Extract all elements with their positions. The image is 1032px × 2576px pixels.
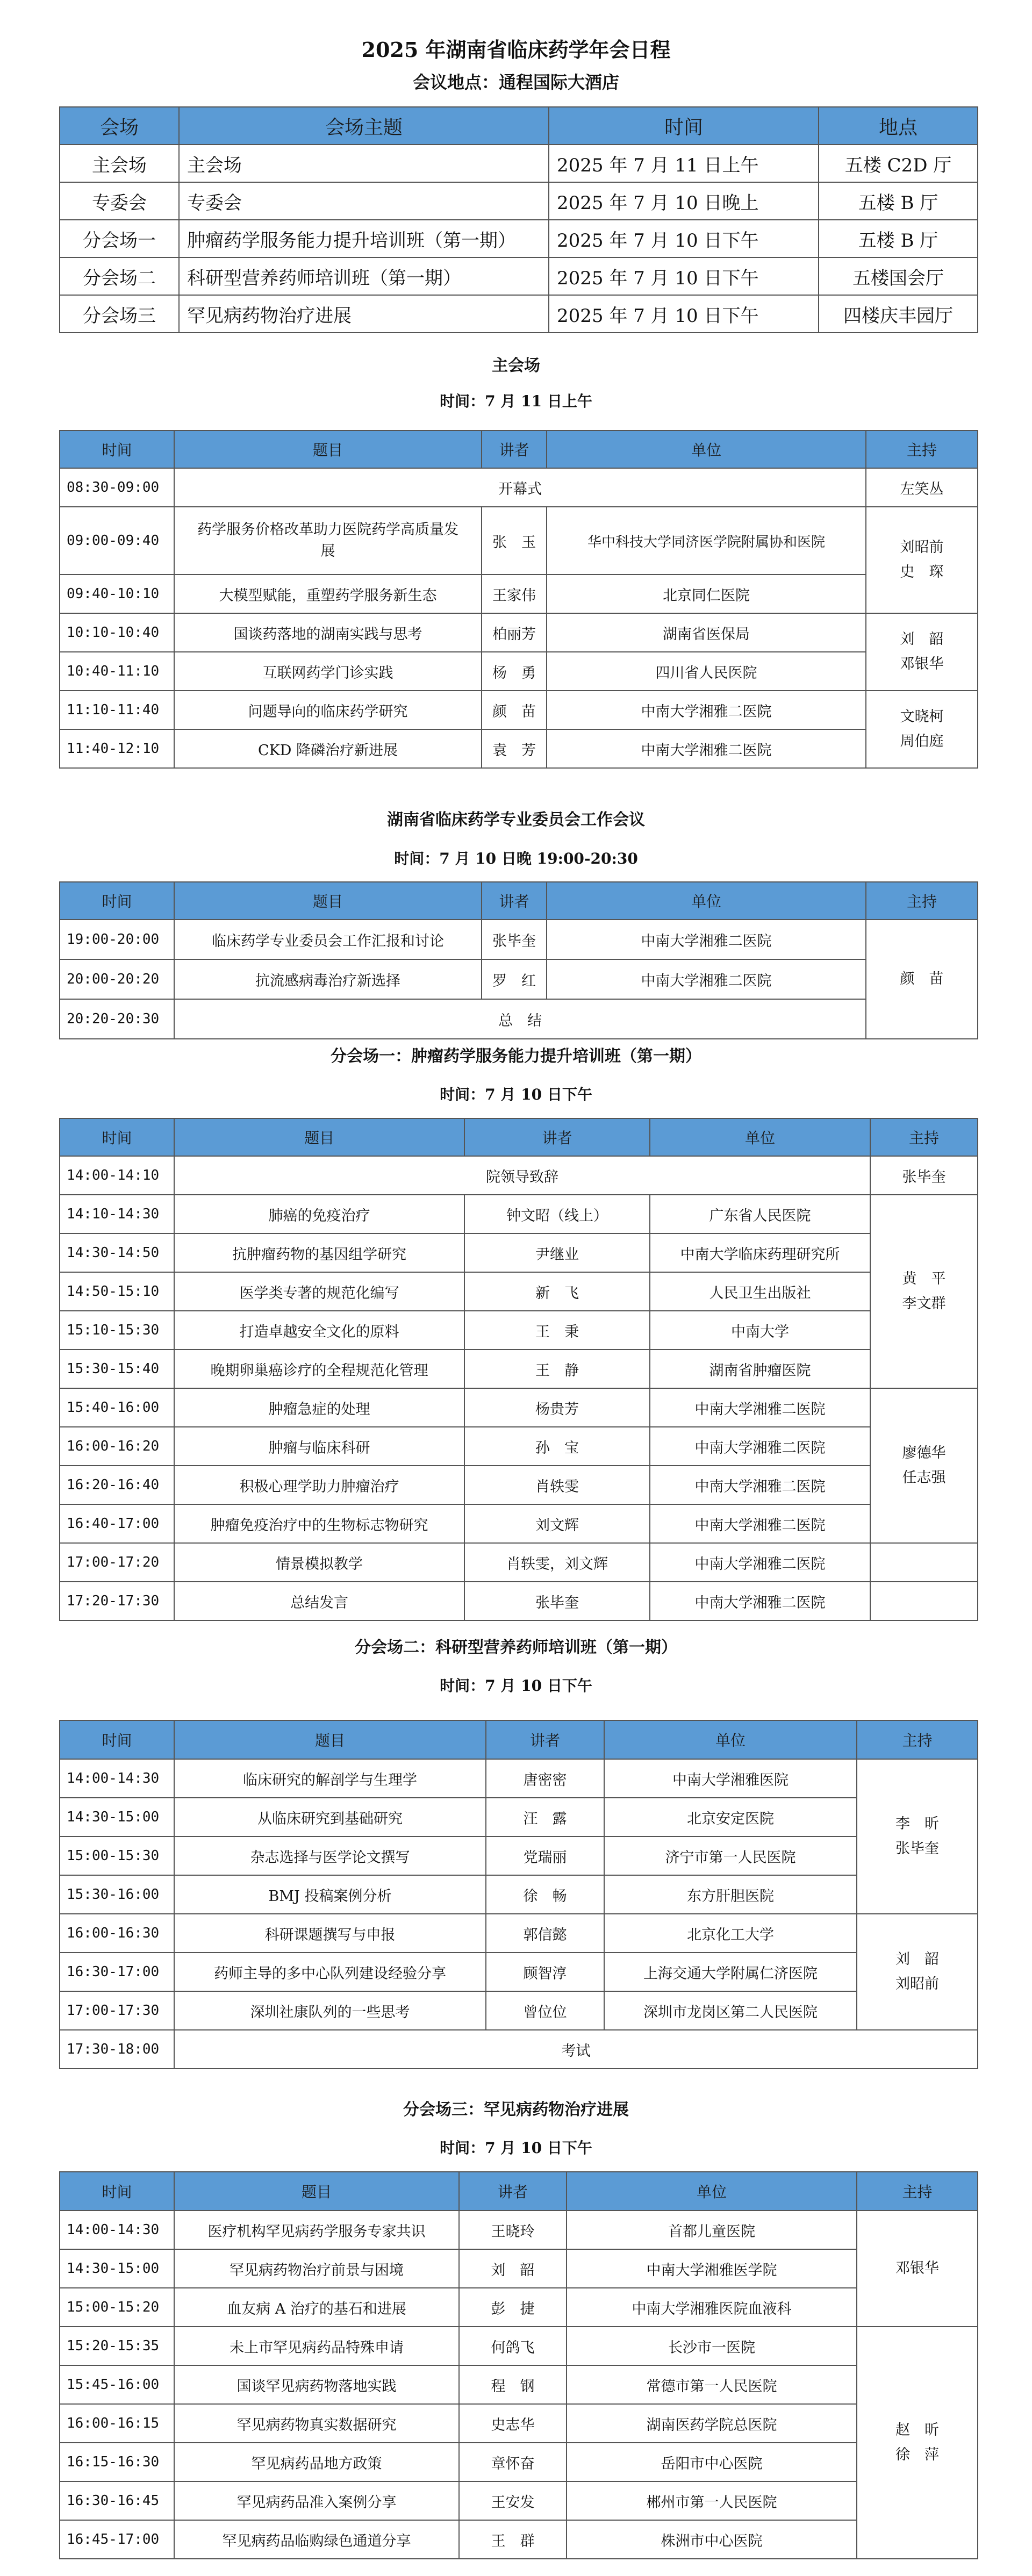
table-row: 15:45-16:00 国谈罕见病药物落地实践 程 钢 常德市第一人民医院	[60, 2365, 978, 2404]
page-title: 2025 年湖南省临床药学年会日程	[361, 38, 671, 62]
table-row: 17:30-18:00 考试	[60, 2030, 978, 2069]
col-host: 主持	[866, 430, 978, 468]
table-row: 10:10-10:40 国谈药落地的湖南实践与思考 柏丽芳 湖南省医保局 刘 韶 邓银华	[60, 613, 978, 652]
table-row: 20:20-20:30 总 结	[60, 999, 978, 1039]
table-row: 15:10-15:30 打造卓越安全文化的原料 王 秉 中南大学	[60, 1311, 978, 1350]
table-row: 16:30-17:00 药师主导的多中心队列建设经验分享 顾智淳 上海交通大学附属仁济医院	[60, 1953, 978, 1991]
session1-time: 时间：7 月 10 日下午	[440, 1086, 592, 1103]
table-row: 14:00-14:30 临床研究的解剖学与生理学 唐密密 中南大学湘雅医院 李 昕 张毕奎	[60, 1759, 978, 1798]
table-row: 分会场一 肿瘤药学服务能力提升培训班（第一期） 2025 年 7 月 10 日下午 五楼 B 厅	[60, 220, 978, 257]
table-row: 17:20-17:30 总结发言 张毕奎 中南大学湘雅二医院	[60, 1582, 978, 1620]
main-session-title: 主会场	[492, 356, 540, 375]
table-row: 14:30-14:50 抗肿瘤药物的基因组学研究 尹继业 中南大学临床药理研究所	[60, 1233, 978, 1272]
table-row: 16:40-17:00 肿瘤免疫治疗中的生物标志物研究 刘文辉 中南大学湘雅二医院	[60, 1504, 978, 1543]
overview-table	[59, 106, 978, 333]
table-row: 15:40-16:00 肿瘤急症的处理 杨贵芳 中南大学湘雅二医院 廖德华 任志强	[60, 1388, 978, 1427]
table-row: 09:00-09:40 药学服务价格改革助力医院药学高质量发展 张 玉 华中科技大学同济医学院附属协和医院 刘昭前 史 琛	[60, 507, 978, 575]
table-row: 16:20-16:40 积极心理学助力肿瘤治疗 肖轶雯 中南大学湘雅二医院	[60, 1466, 978, 1504]
session2-time: 时间：7 月 10 日下午	[440, 1677, 592, 1695]
table-row: 主会场 主会场 2025 年 7 月 11 日上午 五楼 C2D 厅	[60, 145, 978, 182]
table-row: 分会场三 罕见病药物治疗进展 2025 年 7 月 10 日下午 四楼庆丰园厅	[60, 295, 978, 333]
table-row: 08:30-09:00 开幕式 左笑丛	[60, 468, 978, 507]
table-row: 14:00-14:10 院领导致辞 张毕奎	[60, 1156, 978, 1195]
table-row: 15:00-15:20 血友病 A 治疗的基石和进展 彭 捷 中南大学湘雅医院血液科	[60, 2288, 978, 2327]
table-row: 16:00-16:15 罕见病药物真实数据研究 史志华 湖南医药学院总医院	[60, 2404, 978, 2443]
table-row: 14:00-14:30 医疗机构罕见病药学服务专家共识 王晓玲 首都儿童医院 邓银华	[60, 2211, 978, 2249]
venue-line: 会议地点：通程国际大酒店	[412, 72, 619, 92]
table-row: 16:00-16:20 肿瘤与临床科研 孙 宝 中南大学湘雅二医院	[60, 1427, 978, 1466]
table-row: 15:00-15:30 杂志选择与医学论文撰写 党瑞丽 济宁市第一人民医院	[60, 1836, 978, 1875]
table-row: 16:15-16:30 罕见病药品地方政策 章怀奋 岳阳市中心医院	[60, 2443, 978, 2481]
table-row: 15:30-15:40 晚期卵巢癌诊疗的全程规范化管理 王 静 湖南省肿瘤医院	[60, 1350, 978, 1388]
table-row: 15:30-16:00 BMJ 投稿案例分析 徐 畅 东方肝胆医院	[60, 1875, 978, 1914]
table-row: 14:30-15:00 罕见病药物治疗前景与困境 刘 韶 中南大学湘雅医学院	[60, 2249, 978, 2288]
committee-time: 时间：7 月 10 日晚 19:00-20:30	[394, 850, 638, 867]
col-topic: 题目	[174, 430, 482, 468]
overview-col-theme: 会场主题	[179, 107, 549, 145]
table-row: 14:50-15:10 医学类专著的规范化编写 新 飞 人民卫生出版社	[60, 1272, 978, 1311]
session1-title: 分会场一：肿瘤药学服务能力提升培训班（第一期）	[331, 1047, 701, 1066]
col-speaker: 讲者	[482, 430, 547, 468]
overview-col-place: 地点	[819, 107, 978, 145]
table-row: 专委会 专委会 2025 年 7 月 10 日晚上 五楼 B 厅	[60, 182, 978, 220]
table-row: 19:00-20:00 临床药学专业委员会工作汇报和讨论 张毕奎 中南大学湘雅二医院 颜 苗	[60, 920, 978, 959]
table-row: 16:30-16:45 罕见病药品准入案例分享 王安发 郴州市第一人民医院	[60, 2481, 978, 2520]
session3-time: 时间：7 月 10 日下午	[440, 2139, 592, 2157]
overview-col-hall: 会场	[60, 107, 179, 145]
table-row: 15:20-15:35 未上市罕见病药品特殊申请 何鸽飞 长沙市一医院 赵 昕 徐 萍	[60, 2327, 978, 2365]
table-row: 20:00-20:20 抗流感病毒治疗新选择 罗 红 中南大学湘雅二医院	[60, 959, 978, 999]
table-row: 11:40-12:10 CKD 降磷治疗新进展 袁 芳 中南大学湘雅二医院	[60, 729, 978, 768]
col-time: 时间	[60, 430, 174, 468]
committee-title: 湖南省临床药学专业委员会工作会议	[387, 810, 645, 829]
table-row: 09:40-10:10 大模型赋能，重塑药学服务新生态 王家伟 北京同仁医院	[60, 575, 978, 613]
session2-table: 时间 题目 讲者 单位 主持 14:00-14:30 临床研究的解剖学与生理学 唐密密 中南大学湘雅医院 李 昕 张毕奎 14:30-15:00 从临床研究到基础研究 汪 露 北京安定医院 15:00-15:30 杂志选择与医学论文撰写 党瑞丽 济宁市第一人民医院 15:30-16:00 BMJ 投稿案例分析 徐 畅 东方肝胆医院 16:00-16:30 科研课题撰写与申报 郭信懿 北京化工大学 刘 韶 刘昭前 16:30-17:00 药师主导的多中心队列建设经验分享 顾智淳 上海交通大学附属仁济医院 17:00-17:30 深圳社康队列的一些思考 曾位位 深圳市龙岗区第二人民医院 17:30-18:00 考试	[59, 1720, 978, 2069]
col-unit: 单位	[547, 430, 866, 468]
session1-table: 时间 题目 讲者 单位 主持 14:00-14:10 院领导致辞 张毕奎 14:10-14:30 肺癌的免疫治疗 钟文昭（线上） 广东省人民医院 黄 平 李文群 14:30-14:50 抗肿瘤药物的基因组学研究 尹继业 中南大学临床药理研究所 14:50-15:10 医学类专著的规范化编写 新 飞 人民卫生出版社 15:10-15:30 打造卓越安全文化的原料 王 秉 中南大学 15:30-15:40 晚期卵巢癌诊疗的全程规范化管理 王 静 湖南省肿瘤医院 15:40-16:00 肿瘤急症的处理 杨贵芳 中南大学湘雅二医院 廖德华 任志强 16:00-16:20 肿瘤与临床科研 孙 宝 中南大学湘雅二医院 16:20-16:40 积极心理学助力肿瘤治疗 肖轶雯 中南大学湘雅二医院 16:40-17:00 肿瘤免疫治疗中的生物标志物研究 刘文辉 中南大学湘雅二医院 17:00-17:20 情景模拟教学 肖轶雯，刘文辉 中南大学湘雅二医院 17:20-17:30 总结发言 张毕奎 中南大学湘雅二医院	[59, 1118, 978, 1621]
table-row: 10:40-11:10 互联网药学门诊实践 杨 勇 四川省人民医院	[60, 652, 978, 691]
table-row: 16:45-17:00 罕见病药品临购绿色通道分享 王 群 株洲市中心医院	[60, 2520, 978, 2559]
table-row: 11:10-11:40 问题导向的临床药学研究 颜 苗 中南大学湘雅二医院 文晓柯 周伯庭	[60, 691, 978, 729]
overview-col-time: 时间	[549, 107, 819, 145]
table-row: 17:00-17:30 深圳社康队列的一些思考 曾位位 深圳市龙岗区第二人民医院	[60, 1991, 978, 2030]
table-row: 17:00-17:20 情景模拟教学 肖轶雯，刘文辉 中南大学湘雅二医院	[60, 1543, 978, 1582]
main-session-time: 时间：7 月 11 日上午	[440, 392, 592, 410]
session3-table: 时间 题目 讲者 单位 主持 14:00-14:30 医疗机构罕见病药学服务专家共识 王晓玲 首都儿童医院 邓银华 14:30-15:00 罕见病药物治疗前景与困境 刘 韶 中南大学湘雅医学院 15:00-15:20 血友病 A 治疗的基石和进展 彭 捷 中南大学湘雅医院血液科 15:20-15:35 未上市罕见病药品特殊申请 何鸽飞 长沙市一医院 赵 昕 徐 萍 15:45-16:00 国谈罕见病药物落地实践 程 钢 常德市第一人民医院 16:00-16:15 罕见病药物真实数据研究 史志华 湖南医药学院总医院 16:15-16:30 罕见病药品地方政策 章怀奋 岳阳市中心医院 16:30-16:45 罕见病药品准入案例分享 王安发 郴州市第一人民医院 16:45-17:00 罕见病药品临购绿色通道分享 王 群 株洲市中心医院	[59, 2171, 978, 2559]
table-row: 16:00-16:30 科研课题撰写与申报 郭信懿 北京化工大学 刘 韶 刘昭前	[60, 1914, 978, 1953]
table-row: 14:30-15:00 从临床研究到基础研究 汪 露 北京安定医院	[60, 1798, 978, 1836]
table-row: 分会场二 科研型营养药师培训班（第一期） 2025 年 7 月 10 日下午 五楼国会厅	[60, 257, 978, 295]
main-session-table	[59, 430, 978, 769]
table-row: 14:10-14:30 肺癌的免疫治疗 钟文昭（线上） 广东省人民医院 黄 平 李文群	[60, 1195, 978, 1233]
committee-table: 时间 题目 讲者 单位 主持 19:00-20:00 临床药学专业委员会工作汇报和讨论 张毕奎 中南大学湘雅二医院 颜 苗 20:00-20:20 抗流感病毒治疗新选择 罗 红 中南大学湘雅二医院 20:20-20:30 总 结	[59, 881, 978, 1039]
session3-title: 分会场三：罕见病药物治疗进展	[403, 2100, 629, 2119]
session2-title: 分会场二：科研型营养药师培训班（第一期）	[355, 1638, 677, 1657]
